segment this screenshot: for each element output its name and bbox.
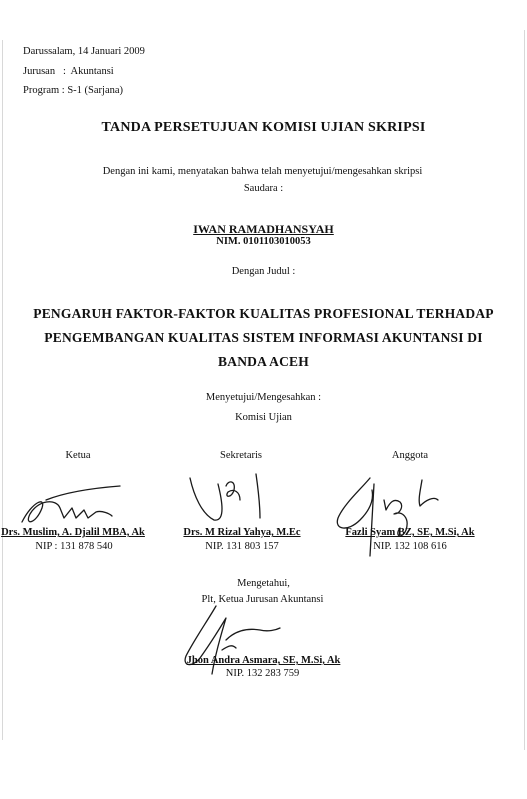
- page-title: TANDA PERSETUJUAN KOMISI UJIAN SKRIPSI: [101, 120, 426, 135]
- program-line: Program : S-1 (Sarjana): [23, 85, 124, 96]
- thesis-title-line-1: PENGARUH FAKTOR-FAKTOR KUALITAS PROFESIONAL TERHADAP: [33, 306, 494, 321]
- role-ketua: Ketua: [65, 450, 91, 461]
- place-date: Darussalam, 14 Januari 2009: [23, 46, 145, 57]
- role-anggota: Anggota: [391, 450, 429, 461]
- jurusan-line: Jurusan : Akuntansi: [23, 66, 114, 77]
- judul-label: Dengan Judul :: [231, 266, 296, 277]
- nip-anggota: NIP. 132 108 616: [373, 541, 447, 552]
- thesis-title-line-3: BANDA ACEH: [218, 354, 309, 369]
- signature-sekretaris: [184, 470, 284, 530]
- role-sekretaris: Sekretaris: [220, 450, 262, 461]
- thesis-title-line-2: PENGEMBANGAN KUALITAS SISTEM INFORMASI AKUNTANSI DI: [44, 330, 483, 345]
- student-name: IWAN RAMADHANSYAH: [193, 222, 334, 236]
- acknowledged-position: Plt, Ketua Jurusan Akuntansi: [201, 594, 324, 605]
- page-edge-left: [2, 40, 3, 740]
- name-ketua: Drs. Muslim, A. Djalil MBA, Ak: [1, 527, 145, 538]
- student-nim: NIM. 0101103010053: [216, 236, 311, 247]
- nip-ketua-jurusan: NIP. 132 283 759: [225, 668, 300, 679]
- page-edge-right: [524, 30, 525, 750]
- committee-label: Komisi Ujian: [235, 412, 292, 423]
- name-sekretaris: Drs. M Rizal Yahya, M.Ec: [183, 527, 301, 538]
- approval-label: Menyetujui/Mengesahkan :: [205, 392, 322, 403]
- nip-sekretaris: NIP. 131 803 157: [205, 541, 279, 552]
- intro-line-1: Dengan ini kami, menyatakan bahwa telah menyetujui/mengesahkan skripsi: [102, 166, 423, 177]
- name-anggota: Fazli Syam BZ, SE, M.Si, Ak: [345, 527, 475, 538]
- acknowledged-label: Mengetahui,: [237, 578, 290, 589]
- intro-line-2: Saudara :: [243, 183, 284, 194]
- nip-ketua: NIP : 131 878 540: [35, 541, 113, 552]
- name-ketua-jurusan: Jhon Andra Asmara, SE, M.Si, Ak: [186, 655, 341, 666]
